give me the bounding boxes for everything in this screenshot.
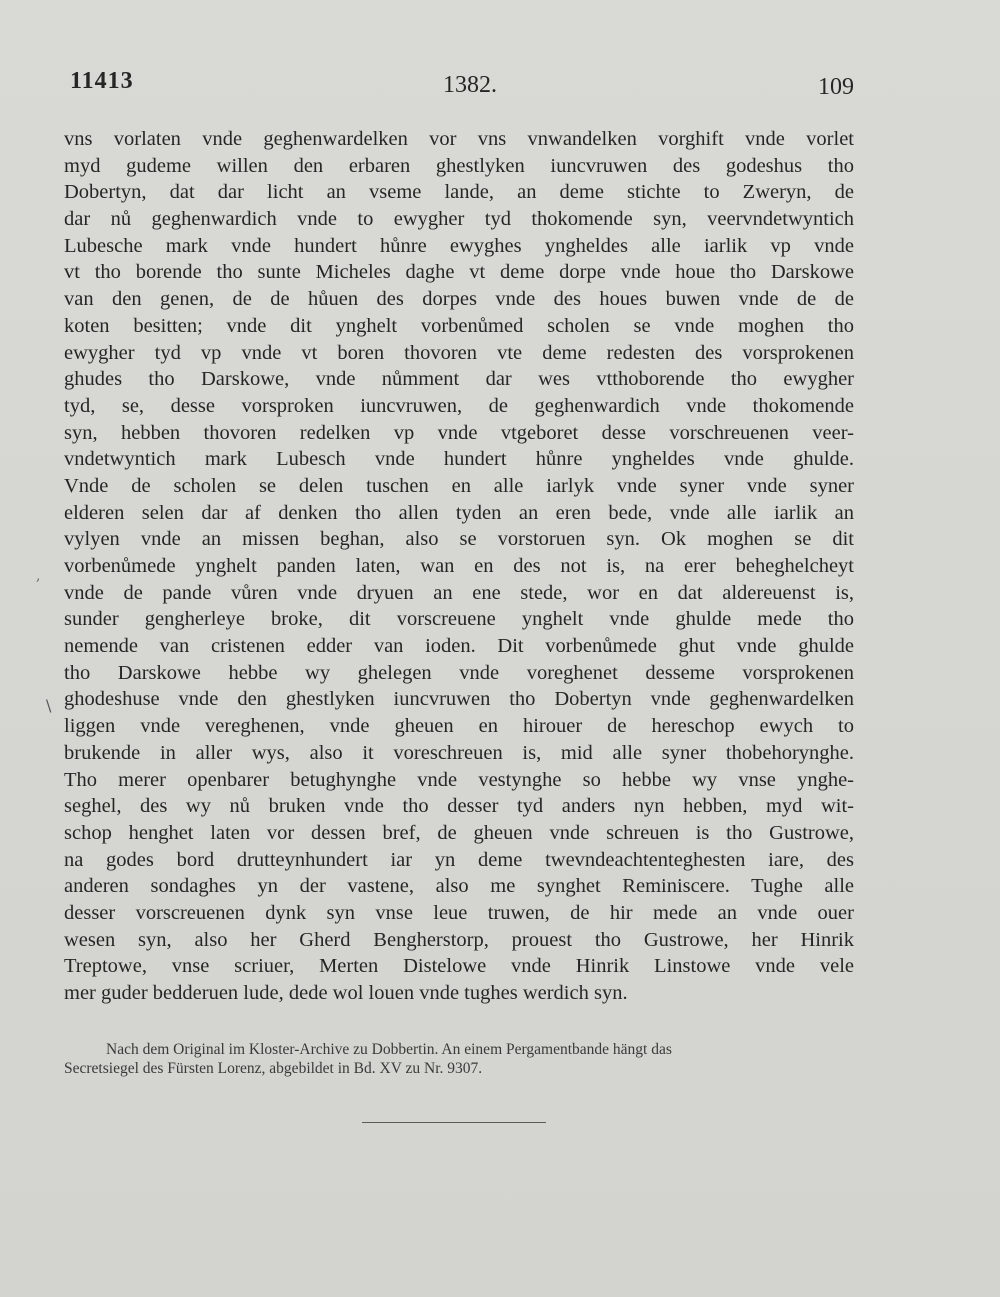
text-line: koten besitten; vnde dit ynghelt vorbenůmed scholen se vnde moghen tho bbox=[64, 314, 854, 337]
text-line: vnde de pande vůren vnde dryuen an ene stede, wor en dat aldereuenst is, bbox=[64, 581, 854, 604]
text-line: schop henghet laten vor dessen bref, de gheuen vnde schreuen is tho Gustrowe, bbox=[64, 821, 854, 844]
text-line: Vnde de scholen se delen tuschen en alle iarlyk vnde syner vnde syner bbox=[64, 474, 854, 497]
text-line: sunder gengherleye broke, dit vorscreuene ynghelt vnde ghulde mede tho bbox=[64, 608, 854, 631]
text-line: liggen vnde vereghenen, vnde gheuen en hirouer de hereschop ewych to bbox=[64, 715, 854, 738]
text-line: van den genen, de de hůuen des dorpes vnde des houes buwen vnde de de bbox=[64, 288, 854, 311]
text-line: elderen selen dar af denken tho allen tyden an eren bede, vnde alle iarlik an bbox=[64, 501, 854, 524]
text-line: tho Darskowe hebbe wy ghelegen vnde voreghenet desseme vorsprokenen bbox=[64, 661, 854, 684]
text-line: nemende van cristenen edder van ioden. Dit vorbenůmede ghut vnde ghulde bbox=[64, 635, 854, 658]
margin-mark: , bbox=[36, 568, 41, 584]
text-line: ghodeshuse vnde den ghestlyken iuncvruwen tho Dobertyn vnde geghenwardelken bbox=[64, 688, 854, 711]
text-line: vndetwyntich mark Lubesch vnde hundert hůnre yngheldes vnde ghulde. bbox=[64, 448, 854, 471]
text-line: Treptowe, vnse scriuer, Merten Distelowe vnde Hinrik Linstowe vnde vele bbox=[64, 955, 854, 978]
year-heading: 1382. bbox=[443, 72, 497, 98]
text-line: Lubesche mark vnde hundert hůnre ewyghes yngheldes alle iarlik vp vnde bbox=[64, 234, 854, 257]
text-line: tyd, se, desse vorsproken iuncvruwen, de geghenwardich vnde thokomende bbox=[64, 394, 854, 417]
text-line: myd gudeme willen den erbaren ghestlyken iuncvruwen des godeshus tho bbox=[64, 154, 854, 177]
text-line: dar nů geghenwardich vnde to ewygher tyd thokomende syn, veervndetwyntich bbox=[64, 208, 854, 231]
page-header bbox=[68, 68, 854, 108]
text-line: vns vorlaten vnde geghenwardelken vor vns vnwandelken vorghift vnde vorlet bbox=[64, 128, 854, 150]
text-line: anderen sondaghes yn der vastene, also me synghet Reminiscere. Tughe alle bbox=[64, 875, 854, 898]
text-line: mer guder bedderuen lude, dede wol louen vnde tughes werdich syn. bbox=[64, 982, 628, 1004]
text-line: syn, hebben thovoren redelken vp vnde vtgeboret desse vorschreuenen veer- bbox=[64, 421, 854, 444]
text-line: seghel, des wy nů bruken vnde tho desser tyd anders nyn hebben, myd wit- bbox=[64, 795, 854, 818]
document-number: 11413 bbox=[70, 68, 134, 94]
page-number: 109 bbox=[818, 74, 854, 100]
note-line: Nach dem Original im Kloster-Archive zu Dobbertin. An einem Pergamentbande hängt das bbox=[106, 1041, 672, 1058]
text-line: Dobertyn, dat dar licht an vseme lande, an deme stichte to Zweryn, de bbox=[64, 181, 854, 204]
text-line: vorbenůmede ynghelt panden laten, wan en des not is, na erer beheghelcheyt bbox=[64, 555, 854, 577]
note-line: Secretsiegel des Fürsten Lorenz, abgebildet in Bd. XV zu Nr. 9307. bbox=[64, 1060, 483, 1077]
charter-text bbox=[64, 126, 854, 1007]
margin-mark: \ bbox=[46, 696, 52, 715]
text-line: ewygher tyd vp vnde vt boren thovoren vte deme redesten des vorsprokenen bbox=[64, 341, 854, 364]
text-line: na godes bord drutteynhundert iar yn deme twevndeachtenteghesten iare, des bbox=[64, 848, 854, 871]
text-line: desser vorscreuenen dynk syn vnse leue truwen, de hir mede an vnde ouer bbox=[64, 901, 854, 924]
text-line: vt tho borende tho sunte Micheles daghe vt deme dorpe vnde houe tho Darskowe bbox=[64, 261, 854, 284]
text-line: wesen syn, also her Gherd Bengherstorp, prouest tho Gustrowe, her Hinrik bbox=[64, 928, 854, 951]
text-line: ghudes tho Darskowe, vnde nůmment dar wes vtthoborende tho ewygher bbox=[64, 368, 854, 391]
end-rule bbox=[362, 1122, 546, 1123]
source-note bbox=[64, 1040, 854, 1078]
text-line: brukende in aller wys, also it voreschreuen is, mid alle syner thobehorynghe. bbox=[64, 741, 854, 764]
text-line: Tho merer openbarer betughynghe vnde vestynghe so hebbe wy vnse ynghe- bbox=[64, 768, 854, 791]
text-line: vylyen vnde an missen beghan, also se vorstoruen syn. Ok moghen se dit bbox=[64, 528, 854, 551]
